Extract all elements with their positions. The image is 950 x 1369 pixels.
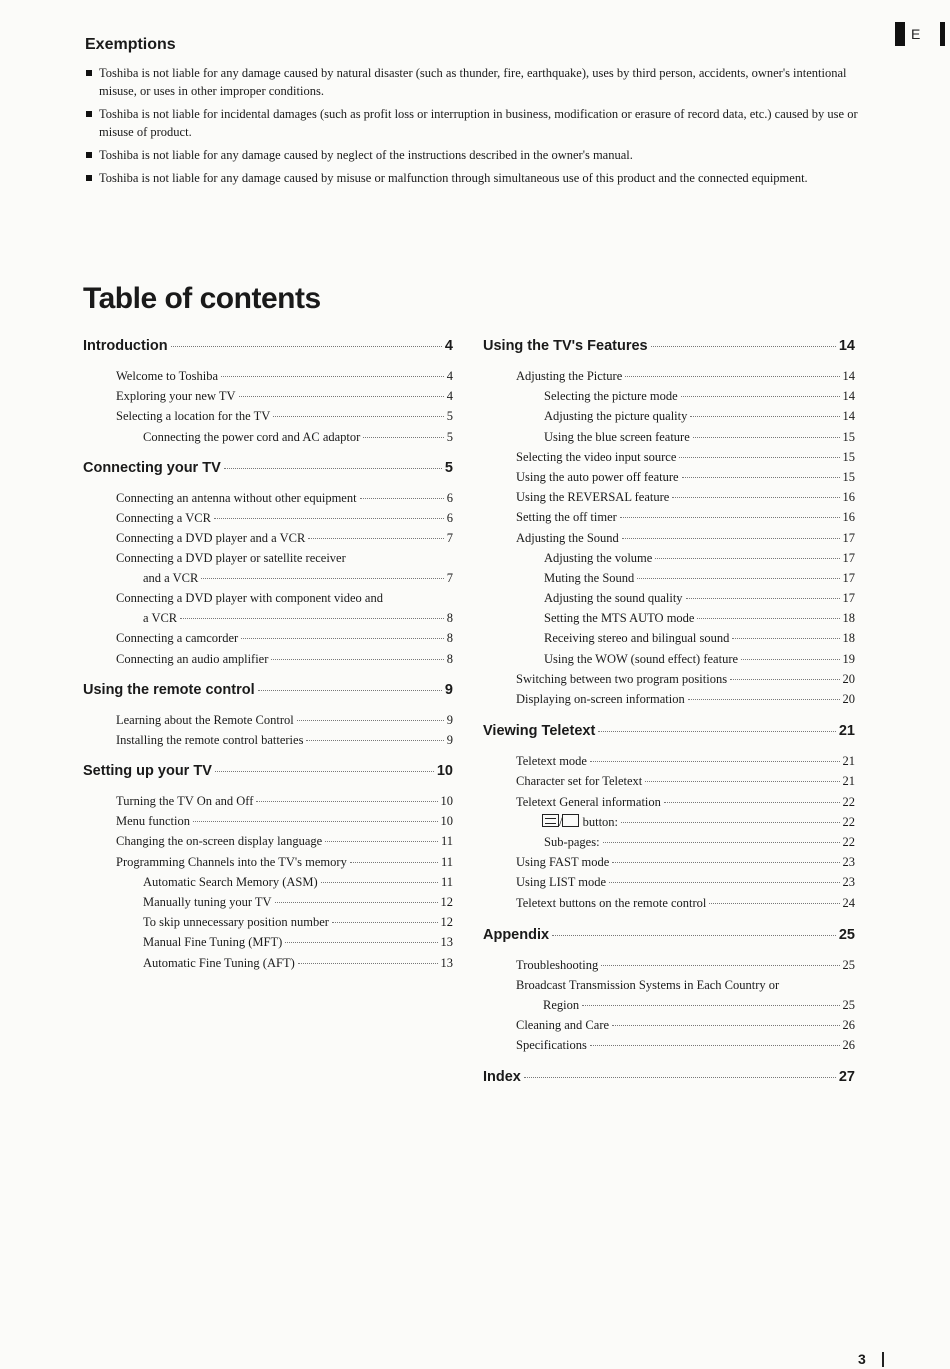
- toc-entry[interactable]: [483, 872, 855, 892]
- dot-leader: [273, 416, 444, 417]
- dot-leader: [224, 468, 442, 469]
- toc-entry-label: Using the WOW (sound effect) feature: [544, 651, 739, 666]
- toc-section-title: Connecting your TV: [83, 459, 221, 476]
- toc-section-introduction[interactable]: [83, 334, 453, 358]
- toc-entry-label: Welcome to Toshiba: [116, 369, 219, 383]
- toc-entry[interactable]: [83, 488, 453, 508]
- dot-leader: [664, 802, 840, 803]
- toc-page-number: 22: [842, 814, 855, 829]
- toc-page-number: 21: [842, 774, 855, 789]
- toc-entry[interactable]: [483, 669, 855, 689]
- toc-entry-label: Switching between two program positions: [516, 671, 728, 686]
- toc-page-number: 15: [842, 469, 855, 484]
- dot-leader: [275, 902, 438, 903]
- dot-leader: [325, 841, 438, 842]
- dot-leader: [285, 942, 437, 943]
- toc-page-number: 16: [842, 490, 855, 505]
- dot-leader: [732, 638, 839, 639]
- toc-entry-label: Setting the MTS AUTO mode: [544, 611, 695, 626]
- toc-section-title: Index: [483, 1069, 521, 1086]
- toc-entry[interactable]: [83, 508, 453, 528]
- toc-page-number: 26: [842, 1017, 855, 1032]
- toc-entry-label: Connecting a DVD player or satellite receiver: [116, 551, 346, 566]
- toc-page-number: 7: [446, 531, 453, 546]
- toc-entry[interactable]: [83, 427, 453, 447]
- dot-leader: [221, 376, 444, 377]
- dot-leader: [681, 396, 840, 397]
- toc-section-title: Using the TV's Features: [483, 338, 648, 354]
- toc-entry[interactable]: [483, 893, 855, 913]
- toc-page-number: 16: [842, 510, 855, 525]
- toc-page-number: 6: [446, 510, 453, 525]
- toc-entry-label: Sub-pages:: [544, 834, 600, 849]
- toc-page-number: 5: [444, 459, 453, 476]
- toc-entry-label: Receiving stereo and bilingual sound: [544, 631, 730, 646]
- dot-leader: [241, 638, 444, 639]
- toc-entry-label: Connecting a DVD player with component video and: [116, 591, 383, 606]
- toc-right-column: [483, 334, 855, 1089]
- toc-section-features[interactable]: [483, 334, 855, 358]
- toc-entry-label: Using LIST mode: [516, 875, 607, 890]
- toc-entry-label: To skip unnecessary position number: [143, 915, 329, 930]
- dot-leader: [625, 376, 839, 377]
- toc-entry[interactable]: [483, 975, 855, 1015]
- language-tab-block: [895, 22, 905, 46]
- dot-leader: [637, 578, 839, 579]
- toc-entry[interactable]: [483, 528, 855, 548]
- dot-leader: [201, 578, 443, 579]
- toc-entry[interactable]: [483, 588, 855, 608]
- toc-entry[interactable]: [83, 588, 453, 628]
- toc-page-number: 8: [446, 611, 453, 626]
- toc-entry-label: Automatic Search Memory (ASM): [143, 874, 318, 889]
- dot-leader: [697, 618, 839, 619]
- toc-page-number: 4: [444, 338, 453, 354]
- toc-page-number: 25: [842, 957, 855, 972]
- toc-page-number: 4: [446, 369, 453, 383]
- toc-entry[interactable]: [83, 872, 453, 892]
- toc-title: Table of contents: [83, 282, 321, 315]
- toc-page-number: 8: [446, 651, 453, 666]
- page-number-rule: [882, 1352, 884, 1367]
- dot-leader: [582, 1005, 839, 1006]
- toc-entry[interactable]: [83, 649, 453, 669]
- toc-entry-label: Turning the TV On and Off: [116, 794, 254, 809]
- toc-page-number: 5: [446, 409, 453, 424]
- exemption-item: Toshiba is not liable for any damage caused by natural disaster (such as thunder, fire, earthquake), uses by third person, accidents, owner's intentional misuse, or uses in other improper conditions.: [85, 64, 865, 100]
- toc-entry-label-continued: and a VCR: [143, 571, 199, 586]
- toc-entry-label: Troubleshooting: [516, 957, 599, 972]
- toc-entry-label: Connecting a VCR: [116, 510, 211, 525]
- dot-leader: [601, 965, 839, 966]
- toc-page-number: 14: [842, 369, 855, 383]
- toc-entry[interactable]: [83, 366, 453, 386]
- dot-leader: [730, 679, 839, 680]
- toc-page-number: 11: [440, 834, 453, 849]
- toc-page-number: 25: [842, 997, 855, 1012]
- toc-section-title: Setting up your TV: [83, 763, 212, 780]
- toc-entry[interactable]: [483, 649, 855, 669]
- toc-page-number: 22: [842, 794, 855, 809]
- toc-page-number: 5: [446, 429, 453, 444]
- exemption-item: Toshiba is not liable for any damage caused by neglect of the instructions described in the owner's manual.: [85, 146, 865, 164]
- dot-leader: [239, 396, 444, 397]
- dot-leader: [271, 659, 443, 660]
- toc-page-number: 20: [842, 692, 855, 706]
- page-number: 3: [858, 1351, 866, 1367]
- toc-entry-label: Connecting a DVD player and a VCR: [116, 531, 306, 546]
- toc-entry[interactable]: [483, 487, 855, 507]
- toc-entry[interactable]: [83, 791, 453, 811]
- exemptions-section: [85, 36, 865, 192]
- toc-page-number: 17: [842, 591, 855, 606]
- dot-leader: [612, 862, 839, 863]
- language-tab-edge-bar: [940, 22, 945, 46]
- toc-page-number: 7: [446, 571, 453, 586]
- toc-entry-label: Adjusting the volume: [544, 550, 653, 565]
- dot-leader: [645, 781, 839, 782]
- toc-entry-label: Menu function: [116, 814, 190, 829]
- toc-entry[interactable]: [83, 730, 453, 750]
- dot-leader: [180, 618, 444, 619]
- toc-page-number: 18: [842, 611, 855, 626]
- toc-entry-label: Teletext buttons on the remote control: [516, 895, 707, 910]
- toc-entry[interactable]: [483, 568, 855, 588]
- toc-page-number: 20: [842, 671, 855, 686]
- teletext-text-icon: [542, 814, 559, 827]
- toc-page-number: 12: [440, 915, 453, 930]
- toc-entry[interactable]: [483, 955, 855, 975]
- toc-page-number: 17: [842, 550, 855, 565]
- dot-leader: [590, 761, 840, 762]
- toc-entry-label: Broadcast Transmission Systems in Each Country or: [516, 977, 780, 992]
- toc-entry-label: Manual Fine Tuning (MFT): [143, 935, 283, 950]
- dot-leader: [171, 346, 442, 347]
- dot-leader: [693, 437, 840, 438]
- dot-leader: [363, 437, 443, 438]
- toc-entry[interactable]: [83, 892, 453, 912]
- dot-leader: [672, 497, 839, 498]
- dot-leader: [193, 821, 438, 822]
- toc-entry-label: Teletext mode: [516, 754, 587, 769]
- toc-entry[interactable]: [483, 386, 855, 406]
- toc-entry-label: Installing the remote control batteries: [116, 732, 304, 747]
- dot-leader: [215, 771, 434, 772]
- toc-section-title: Appendix: [483, 926, 550, 943]
- toc-entry-label-continued: Region: [543, 997, 580, 1012]
- toc-entry-label: Selecting a location for the TV: [116, 409, 271, 424]
- dot-leader: [308, 538, 443, 539]
- toc-page-number: 23: [842, 855, 855, 870]
- toc-entry[interactable]: [483, 548, 855, 568]
- toc-section-title: Using the remote control: [83, 681, 255, 698]
- toc-entry[interactable]: [83, 953, 453, 973]
- toc-page-number: 19: [842, 651, 855, 666]
- toc-entry[interactable]: [83, 811, 453, 831]
- toc-page-number: 15: [842, 429, 855, 444]
- dot-leader: [350, 862, 438, 863]
- exemptions-list: [85, 64, 865, 187]
- toc-page-number: 4: [446, 389, 453, 404]
- toc-entry-label-continued: a VCR: [143, 611, 178, 626]
- toc-page-number: 26: [842, 1038, 855, 1053]
- toc-entry-label: Character set for Teletext: [516, 774, 643, 789]
- dot-leader: [603, 842, 840, 843]
- dot-leader: [609, 882, 839, 883]
- toc-entry[interactable]: [83, 386, 453, 406]
- dot-leader: [612, 1025, 839, 1026]
- toc-entry-label: Adjusting the picture quality: [544, 409, 688, 424]
- toc-page-number: 11: [440, 874, 453, 889]
- toc-entry[interactable]: [83, 932, 453, 952]
- toc-entry-label: Using the REVERSAL feature: [516, 490, 670, 505]
- toc-page-number: 17: [842, 530, 855, 545]
- toc-page-number: 24: [842, 895, 855, 910]
- toc-entry-label: Setting the off timer: [516, 510, 617, 525]
- toc-section-index[interactable]: [483, 1065, 855, 1089]
- toc-page-number: 18: [842, 631, 855, 646]
- toc-entry[interactable]: [483, 427, 855, 447]
- dot-leader: [682, 477, 840, 478]
- toc-page-number: 27: [838, 1069, 855, 1086]
- dot-leader: [256, 801, 437, 802]
- toc-entry-label: button:: [582, 814, 619, 829]
- toc-section-title: Viewing Teletext: [483, 723, 596, 740]
- toc-entry[interactable]: [483, 751, 855, 771]
- toc-entry-label: Cleaning and Care: [516, 1017, 610, 1032]
- toc-entry-label: Selecting the video input source: [516, 449, 677, 464]
- dot-leader: [258, 690, 442, 691]
- toc-entry-label: Using the blue screen feature: [544, 429, 690, 444]
- dot-leader: [321, 882, 438, 883]
- toc-entry-label: Changing the on-screen display language: [116, 834, 323, 849]
- toc-page-number: 17: [842, 570, 855, 585]
- dot-leader: [741, 659, 839, 660]
- toc-page-number: 22: [842, 834, 855, 849]
- toc-page-number: 21: [842, 754, 855, 769]
- toc-page-number: 9: [444, 681, 453, 698]
- toc-entry[interactable]: [483, 792, 855, 812]
- teletext-mix-icon: [562, 814, 579, 827]
- toc-page-number: 8: [446, 631, 453, 646]
- toc-page-number: 15: [842, 449, 855, 464]
- toc-entry[interactable]: [483, 366, 855, 386]
- toc-entry[interactable]: [83, 852, 453, 872]
- toc-entry[interactable]: [83, 528, 453, 548]
- dot-leader: [360, 498, 444, 499]
- toc-entry-label: Using FAST mode: [516, 855, 610, 870]
- toc-entry[interactable]: [83, 548, 453, 588]
- toc-page-number: 11: [440, 854, 453, 869]
- dot-leader: [688, 699, 840, 700]
- toc-page-number: 9: [446, 732, 453, 747]
- toc-entry-label: Muting the Sound: [544, 570, 635, 585]
- toc-entry-label: Automatic Fine Tuning (AFT): [143, 955, 295, 970]
- dot-leader: [590, 1045, 840, 1046]
- toc-entry[interactable]: [483, 608, 855, 628]
- toc-page-number: 10: [440, 794, 453, 809]
- toc-section-title: Introduction: [83, 338, 168, 354]
- exemption-item: Toshiba is not liable for incidental damages (such as profit loss or interruption in business, modification or erasure of record data, etc.) caused by use or misuse of product.: [85, 105, 865, 141]
- toc-entry-label: Connecting a camcorder: [116, 631, 239, 646]
- dot-leader: [621, 822, 839, 823]
- toc-entry-label: Adjusting the Sound: [516, 530, 619, 545]
- toc-entry[interactable]: [483, 507, 855, 527]
- dot-leader: [655, 558, 839, 559]
- toc-entry-label: Adjusting the sound quality: [544, 591, 683, 606]
- exemption-item: Toshiba is not liable for any damage caused by misuse or malfunction through simultaneous use of this product and the connected equipment.: [85, 169, 865, 187]
- dot-leader: [214, 518, 444, 519]
- toc-entry-label: Manually tuning your TV: [143, 895, 272, 909]
- toc-entry[interactable]: [83, 912, 453, 932]
- dot-leader: [686, 598, 840, 599]
- toc-page-number: 6: [446, 490, 453, 505]
- toc-entry-label: Teletext General information: [516, 794, 661, 809]
- language-tab-letter: E: [911, 26, 921, 42]
- toc-page-number: 10: [440, 814, 453, 829]
- toc-page-number: 12: [440, 895, 453, 909]
- toc-entry[interactable]: [483, 832, 855, 852]
- toc-page-number: 25: [838, 926, 855, 943]
- toc-entry-label: Connecting an antenna without other equipment: [116, 490, 357, 505]
- toc-section-connecting[interactable]: [83, 456, 453, 480]
- toc-section-teletext[interactable]: [483, 719, 855, 743]
- dot-leader: [332, 922, 438, 923]
- toc-entry-label: Learning about the Remote Control: [116, 712, 294, 727]
- toc-entry-label: Selecting the picture mode: [544, 389, 678, 404]
- toc-entry[interactable]: [483, 406, 855, 426]
- toc-entry[interactable]: [483, 1015, 855, 1035]
- toc-page-number: 14: [842, 409, 855, 424]
- toc-page-number: 13: [440, 955, 453, 970]
- dot-leader: [524, 1077, 836, 1078]
- toc-entry[interactable]: [483, 628, 855, 648]
- toc-entry-label: Adjusting the Picture: [516, 369, 623, 383]
- toc-section-appendix[interactable]: [483, 923, 855, 947]
- toc-left-column: [83, 334, 453, 973]
- toc-page-number: 14: [842, 389, 855, 404]
- toc-entry-label: Using the auto power off feature: [516, 469, 679, 484]
- toc-page-number: 21: [838, 723, 855, 740]
- toc-entry[interactable]: [483, 447, 855, 467]
- toc-entry[interactable]: [483, 467, 855, 487]
- toc-entry-label: Programming Channels into the TV's memory: [116, 854, 347, 869]
- toc-entry[interactable]: / button: 22: [483, 812, 855, 832]
- toc-page-number: 13: [440, 935, 453, 950]
- dot-leader: [622, 538, 840, 539]
- toc-entry[interactable]: [83, 831, 453, 851]
- exemptions-title: Exemptions: [85, 36, 176, 53]
- toc-page-number: 14: [838, 338, 855, 354]
- toc-page-number: 10: [436, 763, 453, 780]
- toc-entry[interactable]: [83, 406, 453, 426]
- toc-section-remote-control[interactable]: [83, 678, 453, 702]
- toc-entry[interactable]: [483, 771, 855, 791]
- toc-entry[interactable]: [83, 710, 453, 730]
- toc-entry-label: Displaying on-screen information: [516, 692, 685, 706]
- dot-leader: [298, 963, 438, 964]
- toc-entry-label: Specifications: [516, 1038, 587, 1053]
- toc-entry-label: Connecting an audio amplifier: [116, 651, 269, 666]
- dot-leader: [598, 731, 836, 732]
- language-tab: [895, 22, 920, 46]
- dot-leader: [552, 935, 836, 936]
- toc-page-number: 9: [446, 712, 453, 727]
- dot-leader: [651, 346, 836, 347]
- toc-entry[interactable]: [483, 852, 855, 872]
- dot-leader: [297, 720, 444, 721]
- dot-leader: [306, 740, 443, 741]
- dot-leader: [679, 457, 839, 458]
- toc-entry[interactable]: [483, 689, 855, 709]
- dot-leader: [690, 416, 839, 417]
- toc-entry-label: Exploring your new TV: [116, 389, 236, 404]
- toc-entry-label: Connecting the power cord and AC adaptor: [143, 429, 361, 444]
- toc-section-setup[interactable]: [83, 759, 453, 783]
- toc-entry[interactable]: [483, 1035, 855, 1055]
- dot-leader: [709, 903, 839, 904]
- toc-page-number: 23: [842, 875, 855, 890]
- toc-entry[interactable]: [83, 628, 453, 648]
- dot-leader: [620, 517, 840, 518]
